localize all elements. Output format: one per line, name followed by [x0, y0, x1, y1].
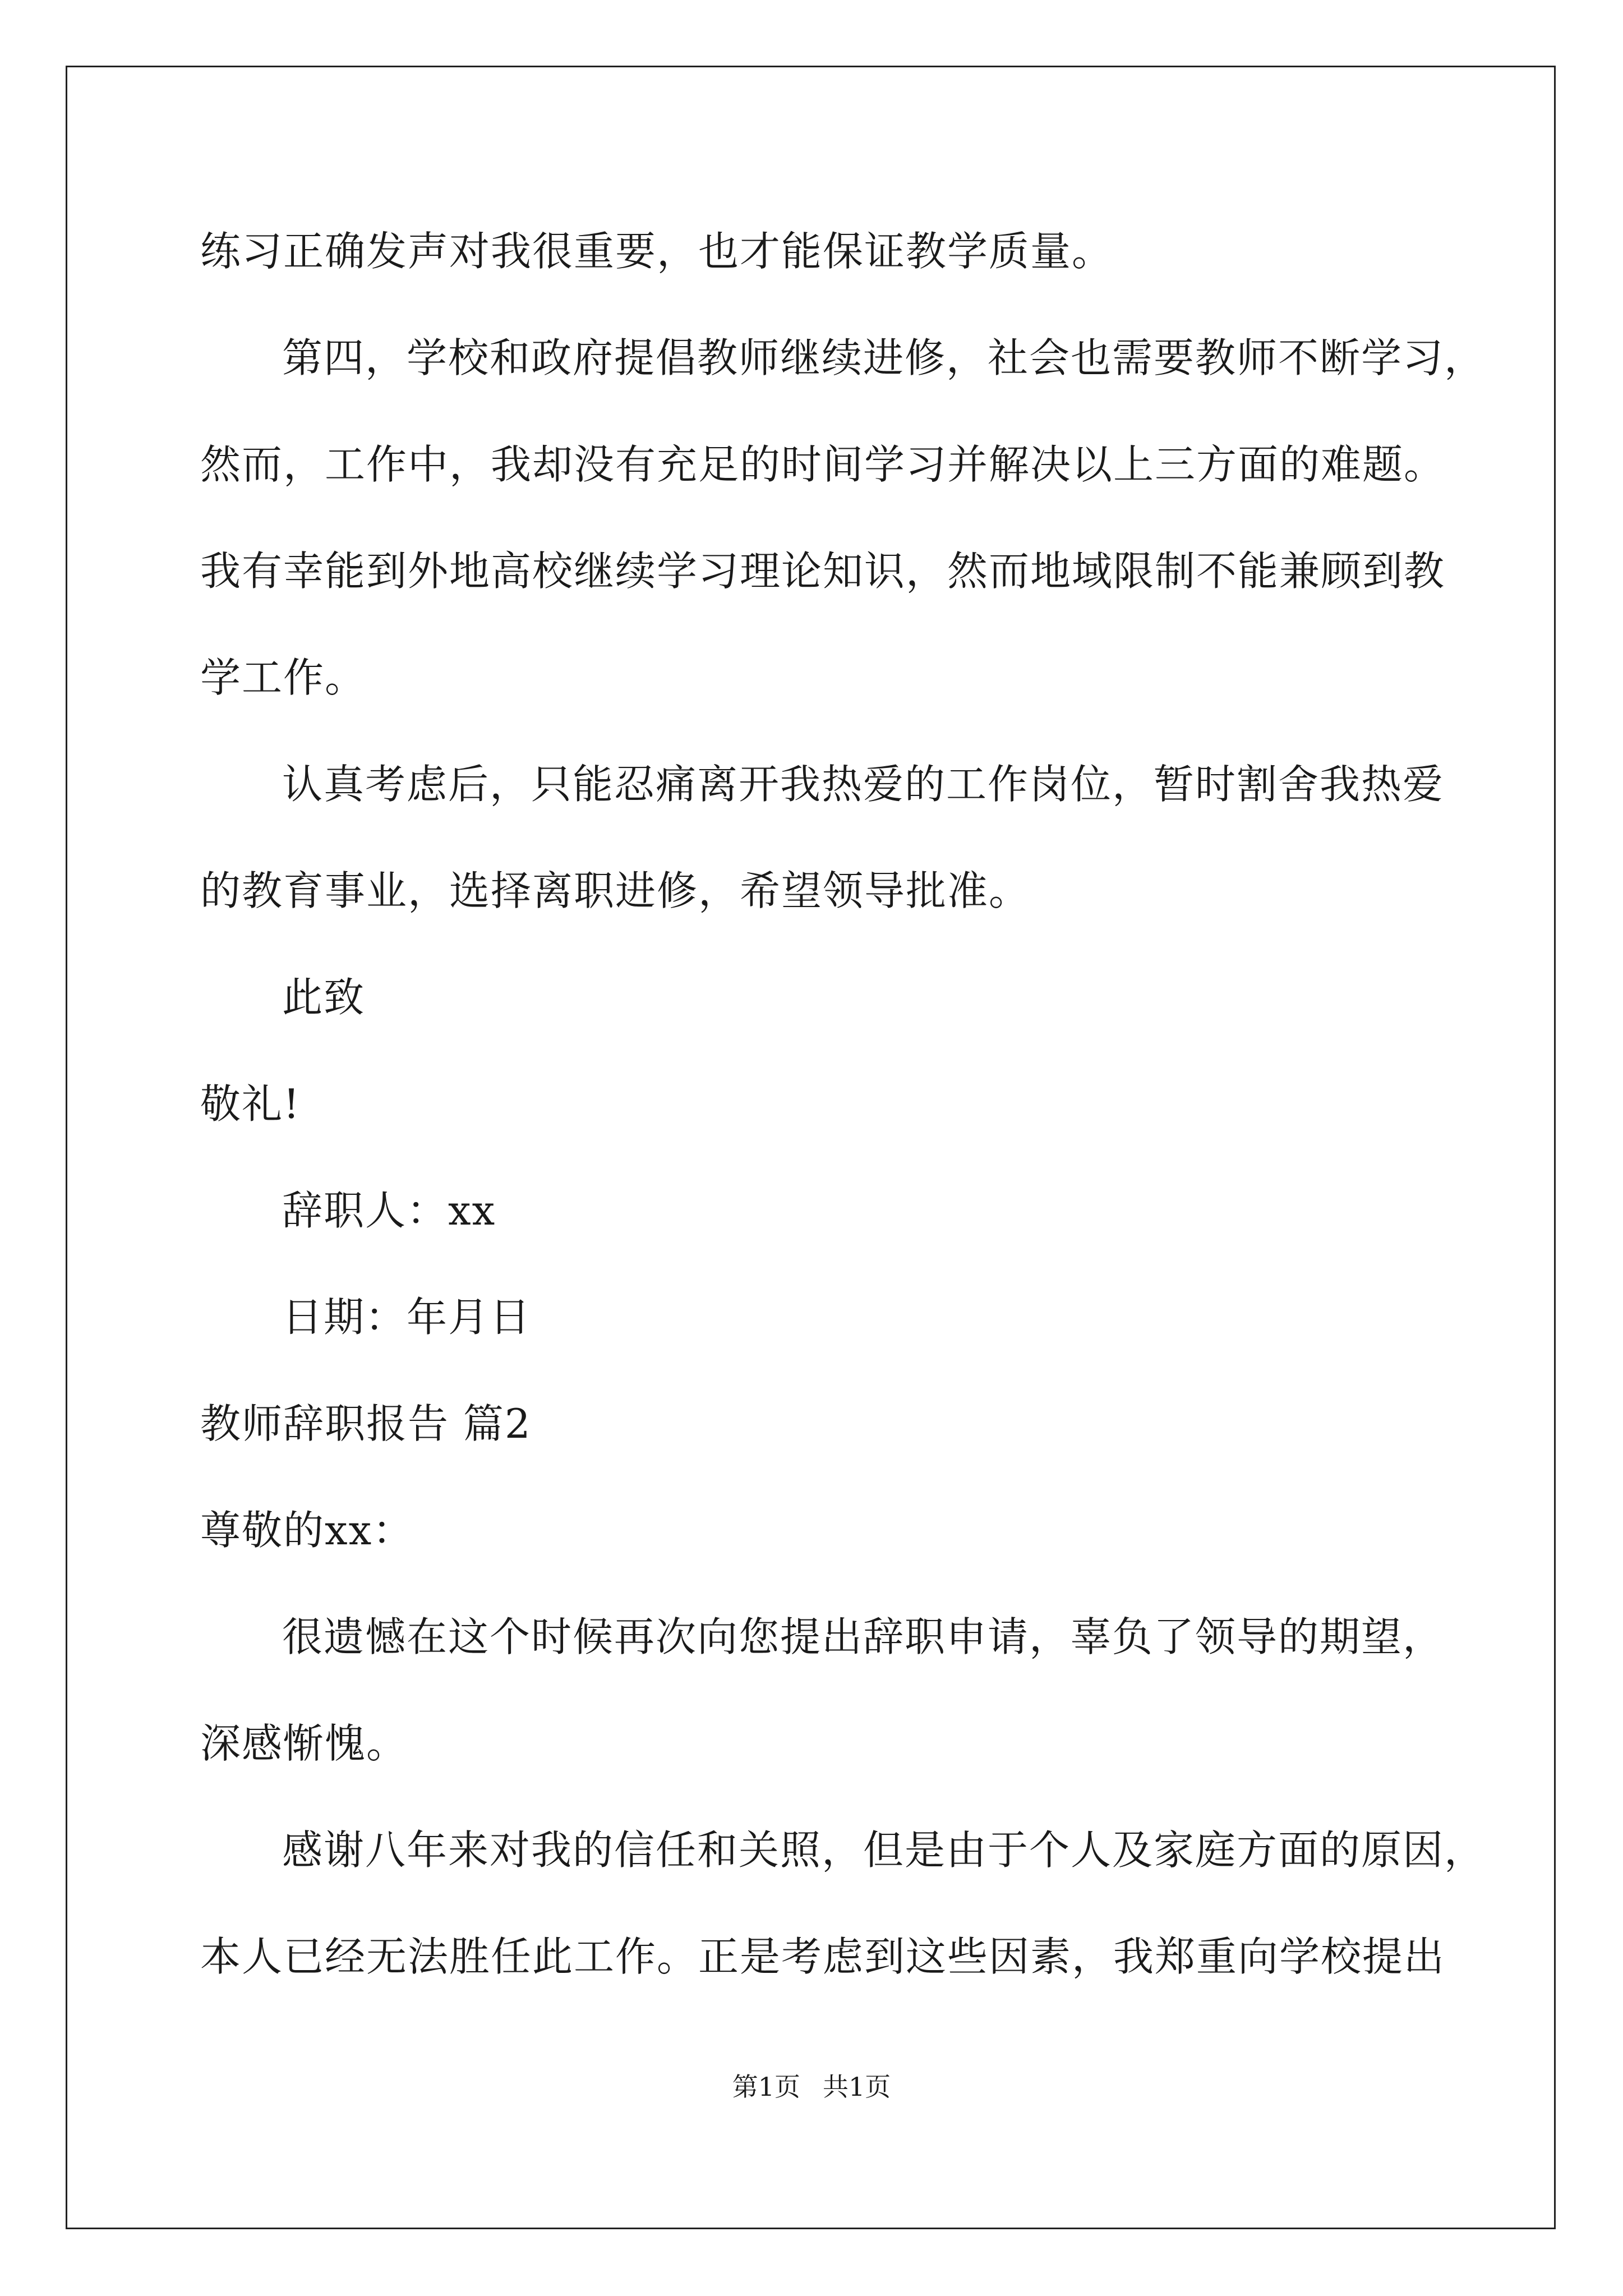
text-line: 第四，学校和政府提倡教师继续进修，社会也需要教师不断学习， — [282, 334, 1486, 381]
text-line: 很遗憾在这个时候再次向您提出辞职申请，辜负了领导的期望， — [282, 1613, 1445, 1660]
text-line: 学工作。 — [200, 654, 367, 701]
text-line: 辞职人：xx — [282, 1187, 496, 1234]
text-line: 本人已经无法胜任此工作。正是考虑到这些因素，我郑重向学校提出 — [200, 1933, 1446, 1980]
text-line: 感谢八年来对我的信任和关照，但是由于个人及家庭方面的原因， — [282, 1826, 1486, 1874]
text-line: 的教育事业，选择离职进修，希望领导批准。 — [200, 867, 1031, 914]
text-line: 我有幸能到外地高校继续学习理论知识，然而地域限制不能兼顾到教 — [200, 547, 1446, 595]
page-number: 第1页 — [732, 2072, 800, 2102]
page-footer — [0, 2070, 1623, 2104]
page-frame — [66, 66, 1556, 2229]
section-heading: 教师辞职报告 篇2 — [200, 1400, 532, 1447]
text-line: 敬礼! — [200, 1080, 301, 1128]
salutation: 尊敬的xx： — [200, 1507, 414, 1554]
text-line: 日期：年月日 — [282, 1294, 532, 1341]
text-line: 认真考虑后，只能忍痛离开我热爱的工作岗位，暂时割舍我热爱 — [282, 761, 1445, 808]
text-line: 深感惭愧。 — [200, 1720, 408, 1767]
page-total: 共1页 — [823, 2072, 891, 2102]
text-line: 此致 — [282, 974, 366, 1021]
text-line: 然而，工作中，我却没有充足的时间学习并解决以上三方面的难题。 — [200, 441, 1446, 488]
text-line: 练习正确发声对我很重要，也才能保证教学质量。 — [200, 228, 1114, 275]
